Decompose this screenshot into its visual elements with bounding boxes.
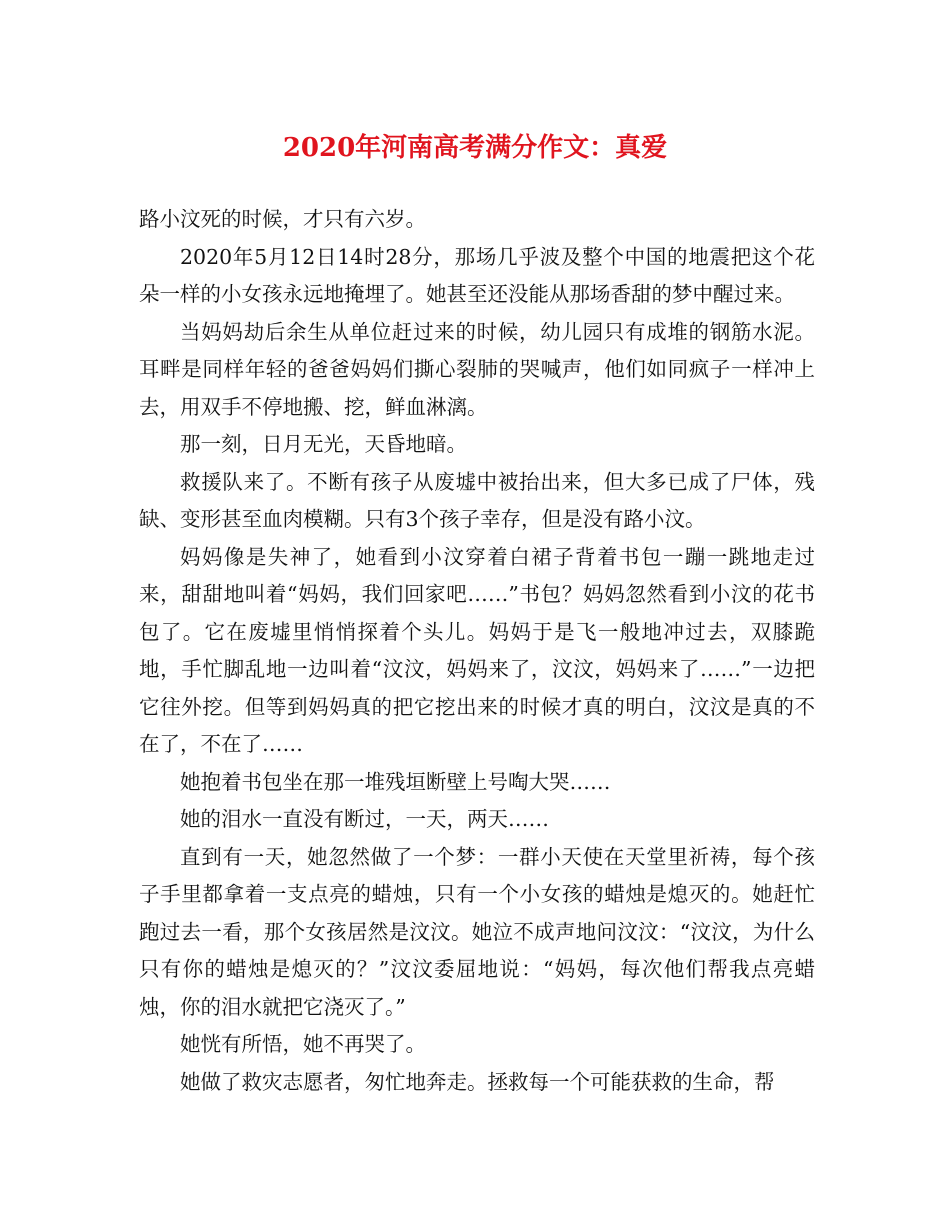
paragraph: 妈妈像是失神了，她看到小汶穿着白裙子背着书包一蹦一跳地走过来，甜甜地叫着“妈妈，我们回家吧……”书包？妈妈忽然看到小汶的花书包了。它在废墟里悄悄探着个头儿。妈妈于是飞一般地冲过去，双膝跪地，手忙脚乱地一边叫着“汶汶，妈妈来了，汶汶，妈妈来了……”一边把它往外挖。但等到妈妈真的把它挖出来的时候才真的明白，汶汶是真的不在了，不在了…… (139, 544, 815, 756)
paragraph: 路小汶死的时候，才只有六岁。 (139, 207, 426, 231)
paragraph: 她恍有所悟，她不再哭了。 (180, 1032, 426, 1056)
paragraph: 救援队来了。不断有孩子从废墟中被抬出来，但大多已成了尸体，残缺、变形甚至血肉模糊。只有3个孩子幸存，但是没有路小汶。 (139, 469, 815, 531)
paragraph: 那一刻，日月无光，天昏地暗。 (180, 432, 467, 456)
document-title: 2020年河南高考满分作文：真爱 (282, 133, 668, 163)
document-body (139, 201, 815, 1101)
paragraph: 2020年5月12日14时28分，那场几乎波及整个中国的地震把这个花朵一样的小女孩永远地掩埋了。她甚至还没能从那场香甜的梦中醒过来。 (139, 244, 815, 306)
paragraph: 她抱着书包坐在那一堆残垣断壁上号啕大哭…… (180, 769, 611, 794)
paragraph: 直到有一天，她忽然做了一个梦：一群小天使在天堂里祈祷，每个孩子手里都拿着一支点亮的蜡烛，只有一个小女孩的蜡烛是熄灭的。她赶忙跑过去一看，那个女孩居然是汶汶。她泣不成声地问汶汶：“汶汶，为什么只有你的蜡烛是熄灭的？”汶汶委屈地说：“妈妈，每次他们帮我点亮蜡烛，你的泪水就把它浇灭了。” (139, 844, 815, 1019)
paragraph: 她做了救灾志愿者，匆忙地奔走。拯救每一个可能获救的生命，帮 (180, 1069, 775, 1094)
paragraph: 她的泪水一直没有断过，一天，两天…… (180, 807, 549, 831)
paragraph: 当妈妈劫后余生从单位赶过来的时候，幼儿园只有成堆的钢筋水泥。耳畔是同样年轻的爸爸妈妈们撕心裂肺的哭喊声，他们如同疯子一样冲上去，用双手不停地搬、挖，鲜血淋漓。 (139, 319, 815, 419)
